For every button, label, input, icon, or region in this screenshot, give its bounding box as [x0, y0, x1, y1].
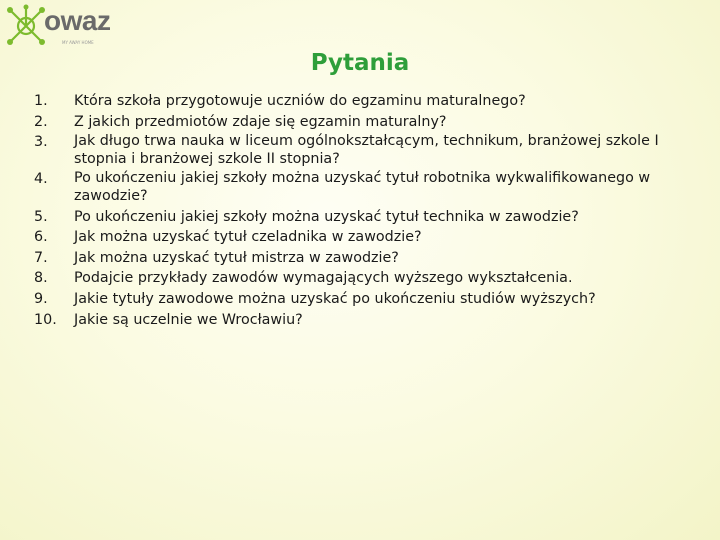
item-text: Po ukończeniu jakiej szkoły można uzyskać tytuł technika w zawodzie?: [74, 208, 579, 225]
item-number: 6.: [34, 229, 48, 246]
item-text: Podajcie przykłady zawodów wymagających wyższego wykształcenia.: [74, 270, 573, 287]
list-item: [34, 248, 694, 269]
logo-text: owaz: [44, 5, 111, 36]
list-item: [34, 169, 694, 206]
item-number: 9.: [34, 290, 48, 307]
logo: [4, 4, 111, 50]
page-title-text: Pytania: [310, 50, 410, 76]
item-text: Która szkoła przygotowuje uczniów do egzaminu maturalnego?: [74, 93, 526, 109]
item-text: Z jakich przedmiotów zdaje się egzamin maturalny?: [74, 113, 447, 130]
item-number: 3.: [34, 134, 48, 151]
list-item: [34, 289, 694, 310]
logo-tagline: MY AWAY HOME: [62, 40, 94, 45]
item-number: 7.: [34, 249, 48, 266]
list-item: [34, 207, 694, 228]
item-text: Jak można uzyskać tytuł czeladnika w zawodzie?: [74, 229, 422, 246]
item-text: Jakie tytuły zawodowe można uzyskać po ukończeniu studiów wyższych?: [74, 290, 596, 307]
list-item: [34, 132, 694, 169]
item-number: 8.: [34, 270, 48, 287]
list-item: [34, 268, 694, 289]
item-text: Jak można uzyskać tytuł mistrza w zawodzie?: [74, 249, 399, 266]
item-text: Po ukończeniu jakiej szkoły można uzyskać tytuł robotnika wykwalifikowanego w zawodzie?: [74, 170, 651, 204]
list-item: [34, 112, 694, 133]
page-title: [0, 50, 720, 76]
item-number: 5.: [34, 208, 48, 225]
list-item: [34, 310, 694, 331]
item-text: Jak długo trwa nauka w liceum ogólnokształcącym, technikum, branżowej szkole I stopnia i branżowej szkole II stopnia?: [74, 133, 659, 167]
item-number: 1.: [34, 93, 48, 109]
item-number: 2.: [34, 113, 48, 130]
list-item: [34, 227, 694, 248]
list-item: [34, 91, 694, 112]
question-list: [34, 91, 694, 330]
item-text: Jakie są uczelnie we Wrocławiu?: [74, 311, 303, 328]
network-logo-icon: [4, 4, 48, 48]
item-number: 10.: [34, 311, 57, 328]
item-number: 4.: [34, 171, 48, 188]
